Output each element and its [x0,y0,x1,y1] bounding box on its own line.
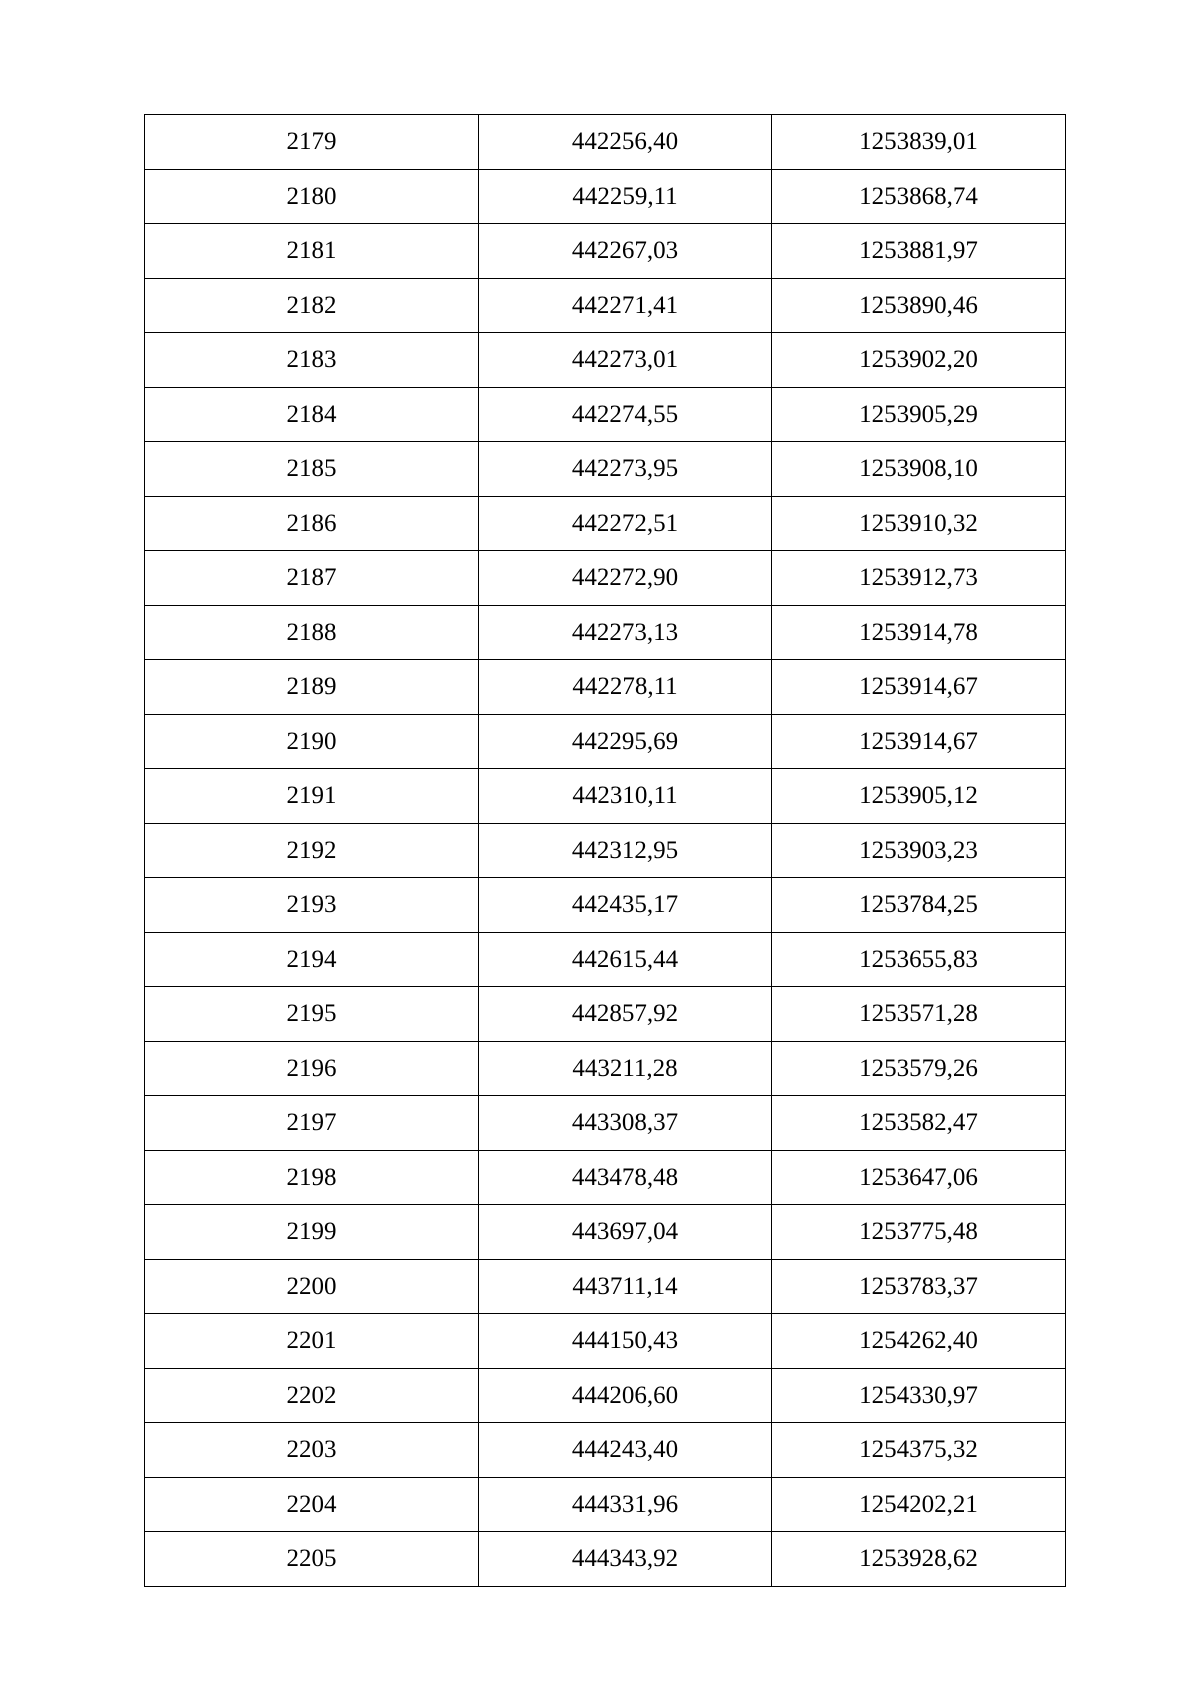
point-number-cell: 2187 [145,551,479,606]
point-number-cell: 2192 [145,823,479,878]
table-row [145,932,1066,987]
point-number-cell: 2199 [145,1205,479,1260]
y-coordinate-cell: 1253579,26 [772,1041,1066,1096]
point-number-cell: 2201 [145,1314,479,1369]
table-row [145,1150,1066,1205]
point-number-cell: 2189 [145,660,479,715]
y-coordinate-cell: 1254202,21 [772,1477,1066,1532]
table-row [145,442,1066,497]
table-row [145,1096,1066,1151]
coordinates-table [144,114,1066,1587]
x-coordinate-cell: 442273,13 [479,605,772,660]
point-number-cell: 2200 [145,1259,479,1314]
y-coordinate-cell: 1253839,01 [772,115,1066,170]
table-row [145,1041,1066,1096]
table-row [145,660,1066,715]
point-number-cell: 2205 [145,1532,479,1587]
x-coordinate-cell: 443478,48 [479,1150,772,1205]
table-row [145,551,1066,606]
x-coordinate-cell: 442272,51 [479,496,772,551]
y-coordinate-cell: 1253890,46 [772,278,1066,333]
x-coordinate-cell: 444243,40 [479,1423,772,1478]
x-coordinate-cell: 442272,90 [479,551,772,606]
table-row [145,714,1066,769]
x-coordinate-cell: 442273,01 [479,333,772,388]
point-number-cell: 2198 [145,1150,479,1205]
point-number-cell: 2190 [145,714,479,769]
table-row [145,878,1066,933]
table-row [145,333,1066,388]
point-number-cell: 2181 [145,224,479,279]
x-coordinate-cell: 442310,11 [479,769,772,824]
table-row [145,823,1066,878]
x-coordinate-cell: 444150,43 [479,1314,772,1369]
y-coordinate-cell: 1253903,23 [772,823,1066,878]
point-number-cell: 2203 [145,1423,479,1478]
point-number-cell: 2197 [145,1096,479,1151]
x-coordinate-cell: 442278,11 [479,660,772,715]
table-row [145,1368,1066,1423]
table-row [145,278,1066,333]
point-number-cell: 2196 [145,1041,479,1096]
x-coordinate-cell: 444343,92 [479,1532,772,1587]
y-coordinate-cell: 1253914,67 [772,660,1066,715]
table-row [145,387,1066,442]
y-coordinate-cell: 1253914,67 [772,714,1066,769]
point-number-cell: 2202 [145,1368,479,1423]
x-coordinate-cell: 442615,44 [479,932,772,987]
y-coordinate-cell: 1253571,28 [772,987,1066,1042]
y-coordinate-cell: 1253775,48 [772,1205,1066,1260]
y-coordinate-cell: 1253905,12 [772,769,1066,824]
table-row [145,605,1066,660]
point-number-cell: 2186 [145,496,479,551]
table-row [145,496,1066,551]
x-coordinate-cell: 442295,69 [479,714,772,769]
point-number-cell: 2195 [145,987,479,1042]
table-row [145,1477,1066,1532]
table-row [145,169,1066,224]
y-coordinate-cell: 1253905,29 [772,387,1066,442]
y-coordinate-cell: 1253783,37 [772,1259,1066,1314]
table-row [145,1314,1066,1369]
table-row [145,115,1066,170]
point-number-cell: 2204 [145,1477,479,1532]
table-row [145,1532,1066,1587]
y-coordinate-cell: 1253914,78 [772,605,1066,660]
x-coordinate-cell: 442274,55 [479,387,772,442]
y-coordinate-cell: 1253582,47 [772,1096,1066,1151]
x-coordinate-cell: 442857,92 [479,987,772,1042]
y-coordinate-cell: 1253784,25 [772,878,1066,933]
y-coordinate-cell: 1253881,97 [772,224,1066,279]
x-coordinate-cell: 443711,14 [479,1259,772,1314]
x-coordinate-cell: 442435,17 [479,878,772,933]
x-coordinate-cell: 443308,37 [479,1096,772,1151]
y-coordinate-cell: 1253868,74 [772,169,1066,224]
point-number-cell: 2185 [145,442,479,497]
y-coordinate-cell: 1253647,06 [772,1150,1066,1205]
point-number-cell: 2191 [145,769,479,824]
x-coordinate-cell: 442259,11 [479,169,772,224]
x-coordinate-cell: 442267,03 [479,224,772,279]
table-row [145,1259,1066,1314]
x-coordinate-cell: 443211,28 [479,1041,772,1096]
point-number-cell: 2188 [145,605,479,660]
y-coordinate-cell: 1253655,83 [772,932,1066,987]
point-number-cell: 2183 [145,333,479,388]
table-row [145,987,1066,1042]
y-coordinate-cell: 1253910,32 [772,496,1066,551]
table-row [145,224,1066,279]
x-coordinate-cell: 443697,04 [479,1205,772,1260]
y-coordinate-cell: 1254330,97 [772,1368,1066,1423]
coordinates-table-body [145,115,1066,1587]
point-number-cell: 2179 [145,115,479,170]
y-coordinate-cell: 1253902,20 [772,333,1066,388]
x-coordinate-cell: 442256,40 [479,115,772,170]
y-coordinate-cell: 1254262,40 [772,1314,1066,1369]
x-coordinate-cell: 442271,41 [479,278,772,333]
x-coordinate-cell: 444331,96 [479,1477,772,1532]
point-number-cell: 2194 [145,932,479,987]
point-number-cell: 2180 [145,169,479,224]
x-coordinate-cell: 444206,60 [479,1368,772,1423]
point-number-cell: 2184 [145,387,479,442]
table-row [145,769,1066,824]
y-coordinate-cell: 1254375,32 [772,1423,1066,1478]
y-coordinate-cell: 1253908,10 [772,442,1066,497]
x-coordinate-cell: 442312,95 [479,823,772,878]
x-coordinate-cell: 442273,95 [479,442,772,497]
point-number-cell: 2193 [145,878,479,933]
y-coordinate-cell: 1253912,73 [772,551,1066,606]
table-row [145,1205,1066,1260]
y-coordinate-cell: 1253928,62 [772,1532,1066,1587]
table-row [145,1423,1066,1478]
point-number-cell: 2182 [145,278,479,333]
